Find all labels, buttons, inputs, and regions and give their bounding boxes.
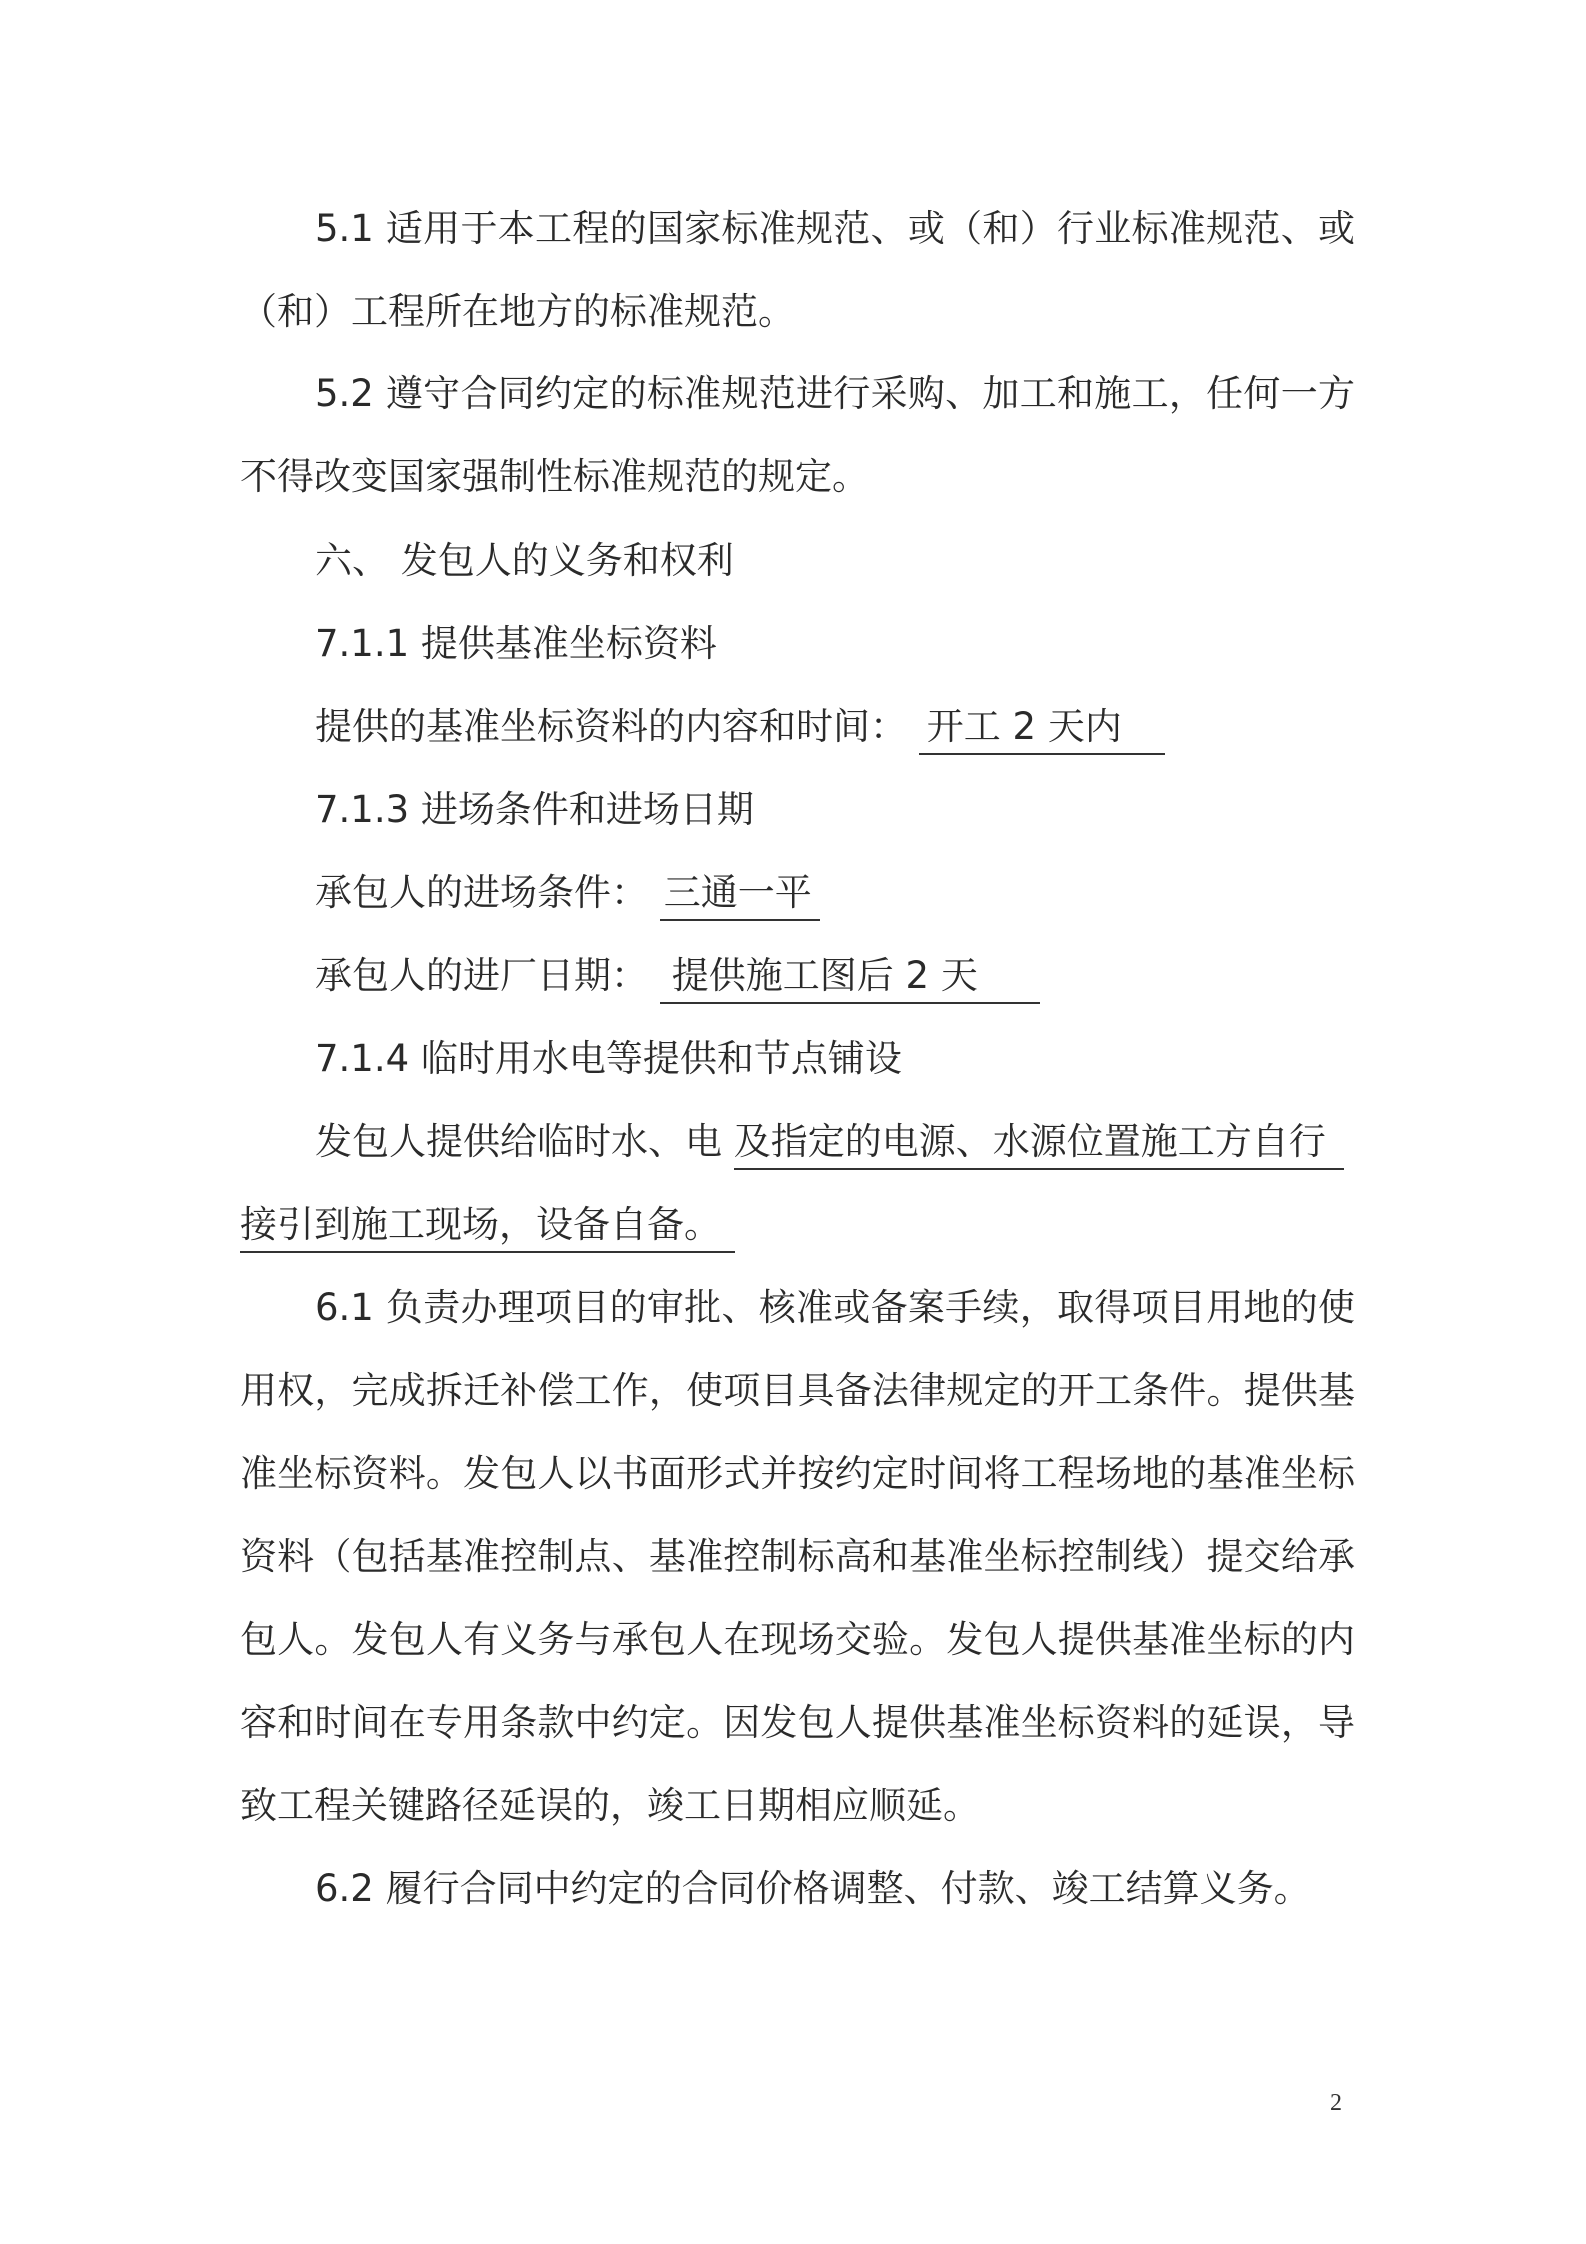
clause-7-1-4-field-line-2: [240, 1201, 1355, 1253]
clause-6-1-line-7: 致工程关键路径延误的，竣工日期相应顺延。: [240, 1784, 980, 1827]
clause-6-1-line-5: 包人。发包人有义务与承包人在现场交验。发包人提供基准坐标的内: [240, 1618, 1355, 1661]
clause-7-1-1-title: 7.1.1 提供基准坐标资料: [315, 622, 717, 665]
field-value-underlined: 及指定的电源、水源位置施工方自行: [734, 1120, 1344, 1170]
field-label: 承包人的进厂日期：: [315, 954, 648, 997]
field-value-underlined: 提供施工图后 2 天: [660, 954, 1040, 1004]
field-value-underlined: 接引到施工现场，设备自备。: [240, 1203, 735, 1253]
field-label: 发包人提供给临时水、电: [315, 1120, 722, 1163]
field-label: 承包人的进场条件：: [315, 871, 648, 914]
clause-6-1-line-4: 资料（包括基准控制点、基准控制标高和基准坐标控制线）提交给承: [240, 1535, 1355, 1578]
entry-date-field: [315, 952, 1040, 1004]
field-label: 提供的基准坐标资料的内容和时间：: [315, 705, 907, 748]
clause-6-1-line-2: 用权，完成拆迁补偿工作，使项目具备法律规定的开工条件。提供基: [240, 1369, 1355, 1412]
clause-5-2-line-1: 5.2 遵守合同约定的标准规范进行采购、加工和施工，任何一方: [315, 372, 1355, 415]
clause-7-1-1-field: [315, 703, 1165, 755]
field-value-underlined: 三通一平: [660, 871, 820, 921]
section-heading-6: 六、 发包人的义务和权利: [315, 539, 734, 582]
clause-7-1-4-field-line-1: [315, 1118, 1344, 1170]
clause-6-1-line-1: 6.1 负责办理项目的审批、核准或备案手续，取得项目用地的使: [315, 1286, 1355, 1329]
entry-condition-field: [315, 869, 820, 921]
clause-6-1-line-6: 容和时间在专用条款中约定。因发包人提供基准坐标资料的延误，导: [240, 1701, 1355, 1744]
clause-5-2-line-2: 不得改变国家强制性标准规范的规定。: [240, 455, 869, 498]
clause-6-1-line-3: 准坐标资料。发包人以书面形式并按约定时间将工程场地的基准坐标: [240, 1452, 1355, 1495]
field-value-underlined: 开工 2 天内: [919, 705, 1165, 755]
page-number: 2: [1330, 2090, 1342, 2116]
clause-5-1-line-1: 5.1 适用于本工程的国家标准规范、或（和）行业标准规范、或: [315, 207, 1355, 250]
clause-6-2: 6.2 履行合同中约定的合同价格调整、付款、竣工结算义务。: [315, 1867, 1311, 1910]
clause-7-1-3-title: 7.1.3 进场条件和进场日期: [315, 788, 754, 831]
clause-7-1-4-title: 7.1.4 临时用水电等提供和节点铺设: [315, 1037, 902, 1080]
clause-5-1-line-2: （和）工程所在地方的标准规范。: [240, 290, 795, 333]
